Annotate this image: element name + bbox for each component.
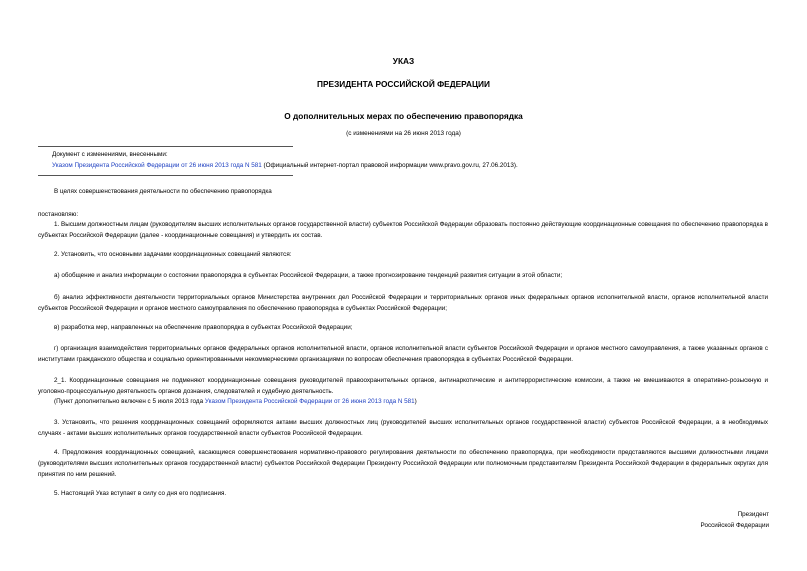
document-title: О дополнительных мерах по обеспечению правопорядка xyxy=(284,111,523,121)
amending-decree-link[interactable]: Указом Президента Российской Федерации от 26 июня 2013 года N 581 xyxy=(52,162,262,169)
doc-type-heading: УКАЗ xyxy=(392,56,415,66)
amendment-note: (с изменениями на 26 июня 2013 года) xyxy=(346,130,461,137)
clause-2-1-note xyxy=(54,396,417,407)
doc-note-source: (Официальный интернет-портал правовой информации www.pravo.gov.ru, 27.06.2013). xyxy=(261,162,518,169)
doc-note-intro: Документ с изменениями, внесенными: xyxy=(52,151,168,158)
clause-2b: б) анализ эффективности деятельности территориальных органов Министерства внутренних дел Российской Федерации и территориальных органов иных федеральных органов исполнительной власти, органов исполнительной власти субъектов Российской Федерации и органов местного самоуправления по обеспечению правопорядка в субъектах Российской Федерации; xyxy=(38,294,768,312)
resolve-line: постановляю: xyxy=(38,211,79,218)
clause-2a: а) обобщение и анализ информации о состоянии правопорядка в субъектах Российской Федерации, а также прогнозирование тенденций развития ситуации в этой области; xyxy=(54,272,563,279)
issuer-heading: ПРЕЗИДЕНТА РОССИЙСКОЙ ФЕДЕРАЦИИ xyxy=(317,79,490,89)
clause-2v: в) разработка мер, направленных на обеспечение правопорядка в субъектах Российской Федерации; xyxy=(54,324,353,331)
note-prefix: (Пункт дополнительно включен с 5 июля 2013 года xyxy=(54,398,205,405)
bottom-divider xyxy=(38,175,293,176)
clause-2-1: 2_1. Координационные совещания не подменяют координационные совещания руководителей правоохранительных органов, антинаркотические и антитеррористические комиссии, а также не вмешиваются в оперативно-розыскную и уголовно-процессуальную деятельность органов дознания, следователей и судебную деятельность. xyxy=(38,377,768,395)
top-divider xyxy=(38,146,293,147)
clause-3: 3. Установить, что решения координационных совещаний оформляются актами высших должностных лиц (руководителей высших исполнительных органов государственной власти) субъектов Российской Федерации, а в необходимых случаях - актами высших исполнительных органов государственной власти субъектов Российской Федерации. xyxy=(38,419,768,437)
clause-2g: г) организация взаимодействия территориальных органов федеральных органов исполнительной власти, органов исполнительной власти субъектов Российской Федерации и органов местного самоуправления, а также указанных органов с институтами гражданского общества и социально ориентированными некоммерческими организациями по вопросам обеспечения правопорядка в субъектах Российской Федерации. xyxy=(38,345,768,363)
preamble: В целях совершенствования деятельности по обеспечению правопорядка xyxy=(54,188,272,195)
clause-1: 1. Высшим должностным лицам (руководителям высших исполнительных органов государственной власти) субъектов Российской Федерации образовать постоянно действующие координационные совещания по обеспечению правопорядка в субъектах Российской Федерации (далее - координационные совещания) и утвердить их состав. xyxy=(38,221,768,239)
doc-note-line xyxy=(52,160,518,171)
signature-title: Президент xyxy=(737,511,769,518)
note-decree-link[interactable]: Указом Президента Российской Федерации от 26 июня 2013 года N 581 xyxy=(204,398,415,405)
clause-4: 4. Предложения координационных совещаний, касающиеся совершенствования нормативно-правового регулирования деятельности по обеспечению правопорядка, при необходимости представляются высшими должностными лицами (руководителями высших исполнительных органов государственной власти) субъектов Российской Федерации Президенту Российской Федерации или полномочным представителям Президента Российской Федерации в федеральных округах для принятия по ним решений. xyxy=(38,449,768,478)
note-suffix: ) xyxy=(414,398,417,405)
clause-2: 2. Установить, что основными задачами координационных совещаний являются: xyxy=(54,251,292,258)
clause-5: 5. Настоящий Указ вступает в силу со дня его подписания. xyxy=(54,490,227,497)
signature-org: Российской Федерации xyxy=(700,522,769,529)
